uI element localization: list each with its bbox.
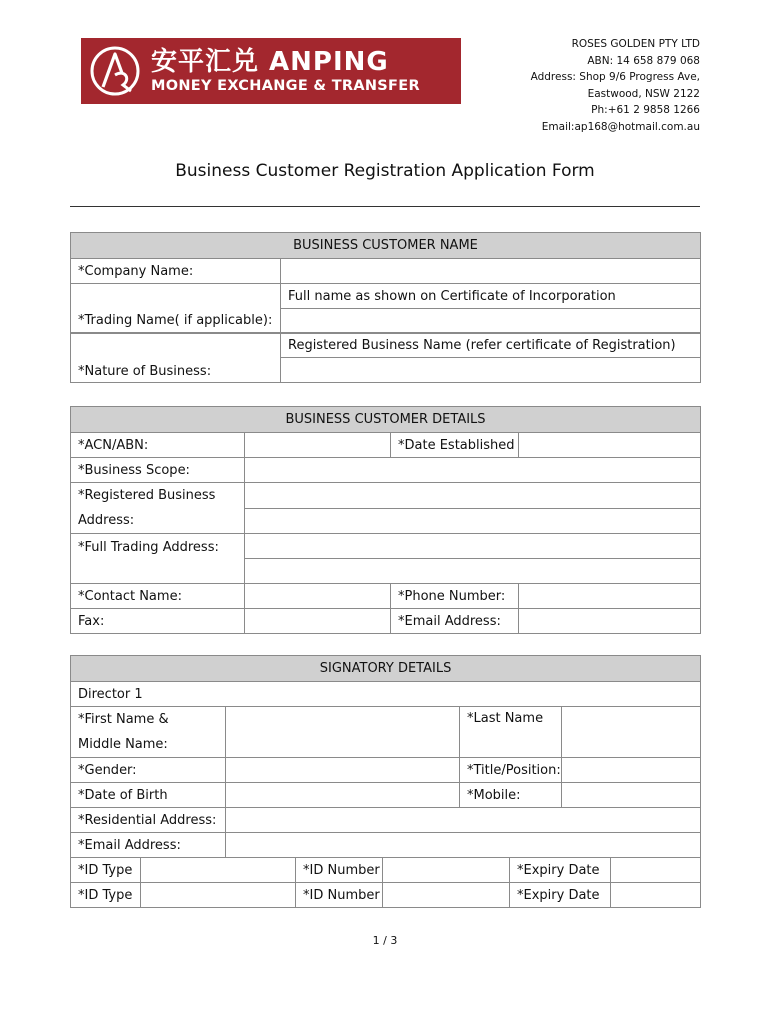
logo-tagline: MONEY EXCHANGE & TRANSFER [151, 78, 420, 94]
id-type-label: *ID Type [71, 883, 141, 908]
trading-name-input[interactable] [281, 309, 701, 334]
nature-of-business-label: *Nature of Business: [71, 333, 281, 383]
last-name-label: *Last Name [460, 707, 562, 758]
title-position-input[interactable] [562, 758, 701, 783]
gender-label: *Gender: [71, 758, 226, 783]
trading-address-input-1[interactable] [245, 534, 701, 559]
director-label: Director 1 [71, 682, 701, 707]
date-of-birth-input[interactable] [226, 783, 460, 808]
trading-name-hint: Registered Business Name (refer certificate of Registration) [281, 333, 701, 358]
id-type-label: *ID Type [71, 858, 141, 883]
fax-input[interactable] [245, 609, 391, 634]
last-name-input[interactable] [562, 707, 701, 758]
company-name-hint: Full name as shown on Certificate of Incorporation [281, 284, 701, 309]
signatory-email-label: *Email Address: [71, 833, 226, 858]
id-number-label: *ID Number [296, 883, 383, 908]
form-title: Business Customer Registration Application Form [175, 161, 595, 181]
company-address-line1: Address: Shop 9/6 Progress Ave, [530, 71, 700, 83]
page-number: 1 / 3 [372, 934, 398, 947]
section-header: BUSINESS CUSTOMER DETAILS [71, 407, 701, 433]
title-position-label: *Title/Position: [460, 758, 562, 783]
id-type-input[interactable] [141, 858, 296, 883]
id-number-input[interactable] [383, 883, 510, 908]
phone-number-input[interactable] [519, 584, 701, 609]
expiry-date-label: *Expiry Date [510, 858, 611, 883]
id-number-label: *ID Number [296, 858, 383, 883]
expiry-date-input[interactable] [611, 858, 701, 883]
trading-name-label: *Trading Name( if applicable): [78, 313, 273, 328]
date-established-input[interactable] [519, 433, 701, 458]
signatory-details-table [70, 655, 701, 908]
title-divider [70, 206, 700, 207]
anping-a-logo-icon [89, 45, 141, 97]
business-scope-input[interactable] [245, 458, 701, 483]
nature-of-business-input[interactable] [281, 358, 701, 383]
phone-number-label: *Phone Number: [391, 584, 519, 609]
registered-address-label: *Registered Business Address: [71, 483, 245, 534]
registered-address-input-1[interactable] [245, 483, 701, 509]
company-email: Email:ap168@hotmail.com.au [541, 120, 700, 133]
expiry-date-label: *Expiry Date [510, 883, 611, 908]
contact-name-label: *Contact Name: [71, 584, 245, 609]
residential-address-input[interactable] [226, 808, 701, 833]
company-name-label: *Company Name: [71, 259, 281, 284]
id-number-input[interactable] [383, 858, 510, 883]
business-customer-name-table-2 [70, 332, 701, 383]
email-address-label: *Email Address: [391, 609, 519, 634]
trading-address-label: *Full Trading Address: [71, 534, 245, 584]
fax-label: Fax: [71, 609, 245, 634]
gender-input[interactable] [226, 758, 460, 783]
section-header: BUSINESS CUSTOMER NAME [71, 233, 701, 259]
acn-abn-input[interactable] [245, 433, 391, 458]
expiry-date-input[interactable] [611, 883, 701, 908]
date-established-label: *Date Established [391, 433, 519, 458]
section-header: SIGNATORY DETAILS [71, 656, 701, 682]
company-name-input[interactable] [281, 259, 701, 284]
email-address-input[interactable] [519, 609, 701, 634]
registered-address-input-2[interactable] [245, 508, 701, 534]
mobile-input[interactable] [562, 783, 701, 808]
logo-brand-name: 安平汇兑 ANPING [151, 47, 389, 77]
residential-address-label: *Residential Address: [71, 808, 226, 833]
first-name-label: *First Name & Middle Name: [71, 707, 226, 758]
date-of-birth-label: *Date of Birth [71, 783, 226, 808]
mobile-label: *Mobile: [460, 783, 562, 808]
trading-address-input-2[interactable] [245, 559, 701, 584]
company-address-line2: Eastwood, NSW 2122 [587, 87, 700, 100]
business-customer-details-table [70, 406, 701, 634]
company-name: ROSES GOLDEN PTY LTD [571, 38, 700, 50]
acn-abn-label: *ACN/ABN: [71, 433, 245, 458]
company-logo [81, 38, 461, 104]
contact-name-input[interactable] [245, 584, 391, 609]
company-info [531, 36, 700, 135]
business-scope-label: *Business Scope: [71, 458, 245, 483]
company-phone: Ph:+61 2 9858 1266 [591, 104, 700, 116]
company-abn: ABN: 14 658 879 068 [587, 54, 700, 67]
signatory-email-input[interactable] [226, 833, 701, 858]
first-name-input[interactable] [226, 707, 460, 758]
id-type-input[interactable] [141, 883, 296, 908]
